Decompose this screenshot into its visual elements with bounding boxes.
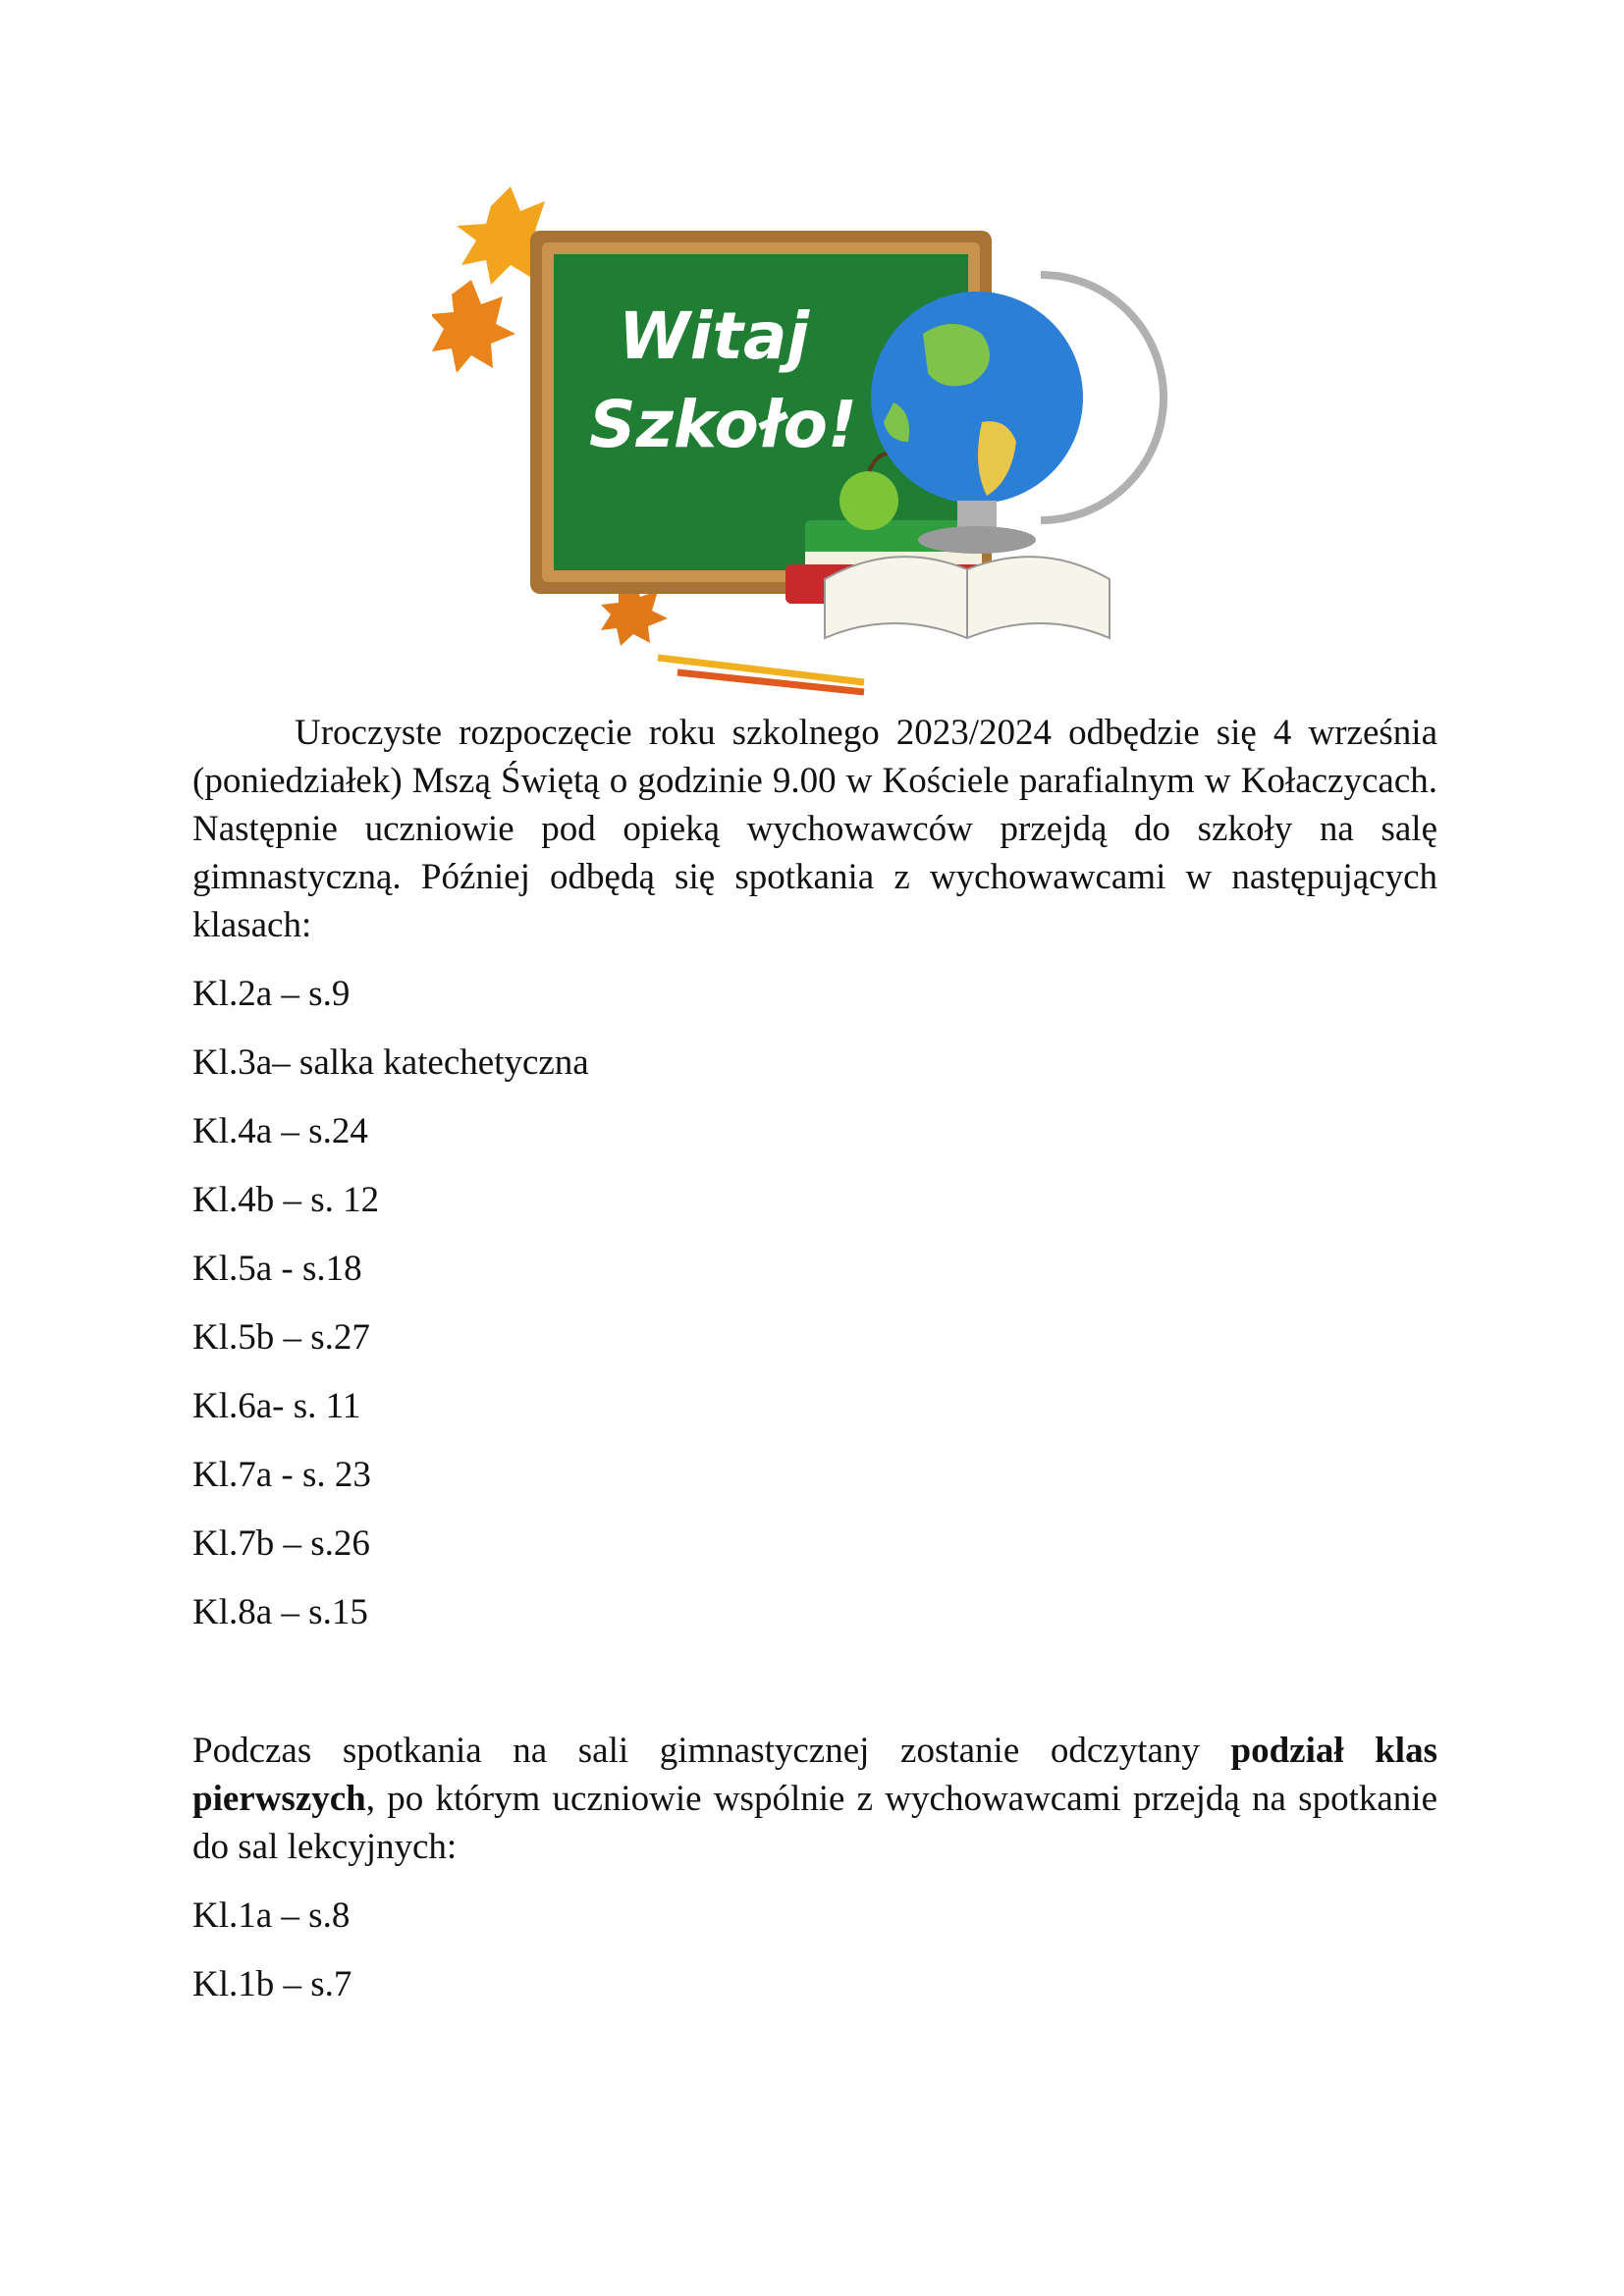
list-item: Kl.7b – s.26 [192,1523,370,1564]
welcome-banner-illustration [432,187,1178,697]
list-item: Kl.3a– salka katechetyczna [192,1042,589,1083]
bold-phrase: podział klas pierwszych [192,1731,1437,1819]
list-item: Kl.6a- s. 11 [192,1386,361,1426]
first-classes-list [192,1892,1437,2008]
list-item: Kl.5b – s.27 [192,1317,370,1358]
apple-icon [839,471,898,530]
classroom-list [192,970,1437,1636]
intro-paragraph: Uroczyste rozpoczęcie roku szkolnego 2023/2024 odbędzie się 4 września (poniedziałek) Mszą Świętą o godzinie 9.00 w Kościele parafialnym w Kołaczycach. Następnie uczniowie pod opieką wychowawców przejdą do szkoły na salę gimnastyczną. Później odbędą się spotkania z wychowawcami w następujących klasach: [192,713,1437,945]
paragraph-text: Podczas spotkania na sali gimnastycznej zostanie odczytany [192,1731,1231,1771]
list-item: Kl.1b – s.7 [192,1964,352,2004]
banner-title-line1: Witaj [619,298,810,374]
paragraph-text: , po którym uczniowie wspólnie z wychowawcami przejdą na spotkanie do sal lekcyjnych: [192,1779,1437,1867]
list-item: Kl.4a – s.24 [192,1111,368,1151]
first-classes-paragraph [192,1727,1437,1871]
banner-title-line2: Szkoło! [589,387,858,462]
announcement-body [192,709,1437,2008]
list-item: Kl.5a - s.18 [192,1249,362,1289]
list-item: Kl.4b – s. 12 [192,1180,380,1220]
list-item: Kl.2a – s.9 [192,974,351,1014]
list-item: Kl.8a – s.15 [192,1592,368,1632]
list-item: Kl.7a - s. 23 [192,1455,371,1495]
list-item: Kl.1a – s.8 [192,1896,351,1936]
